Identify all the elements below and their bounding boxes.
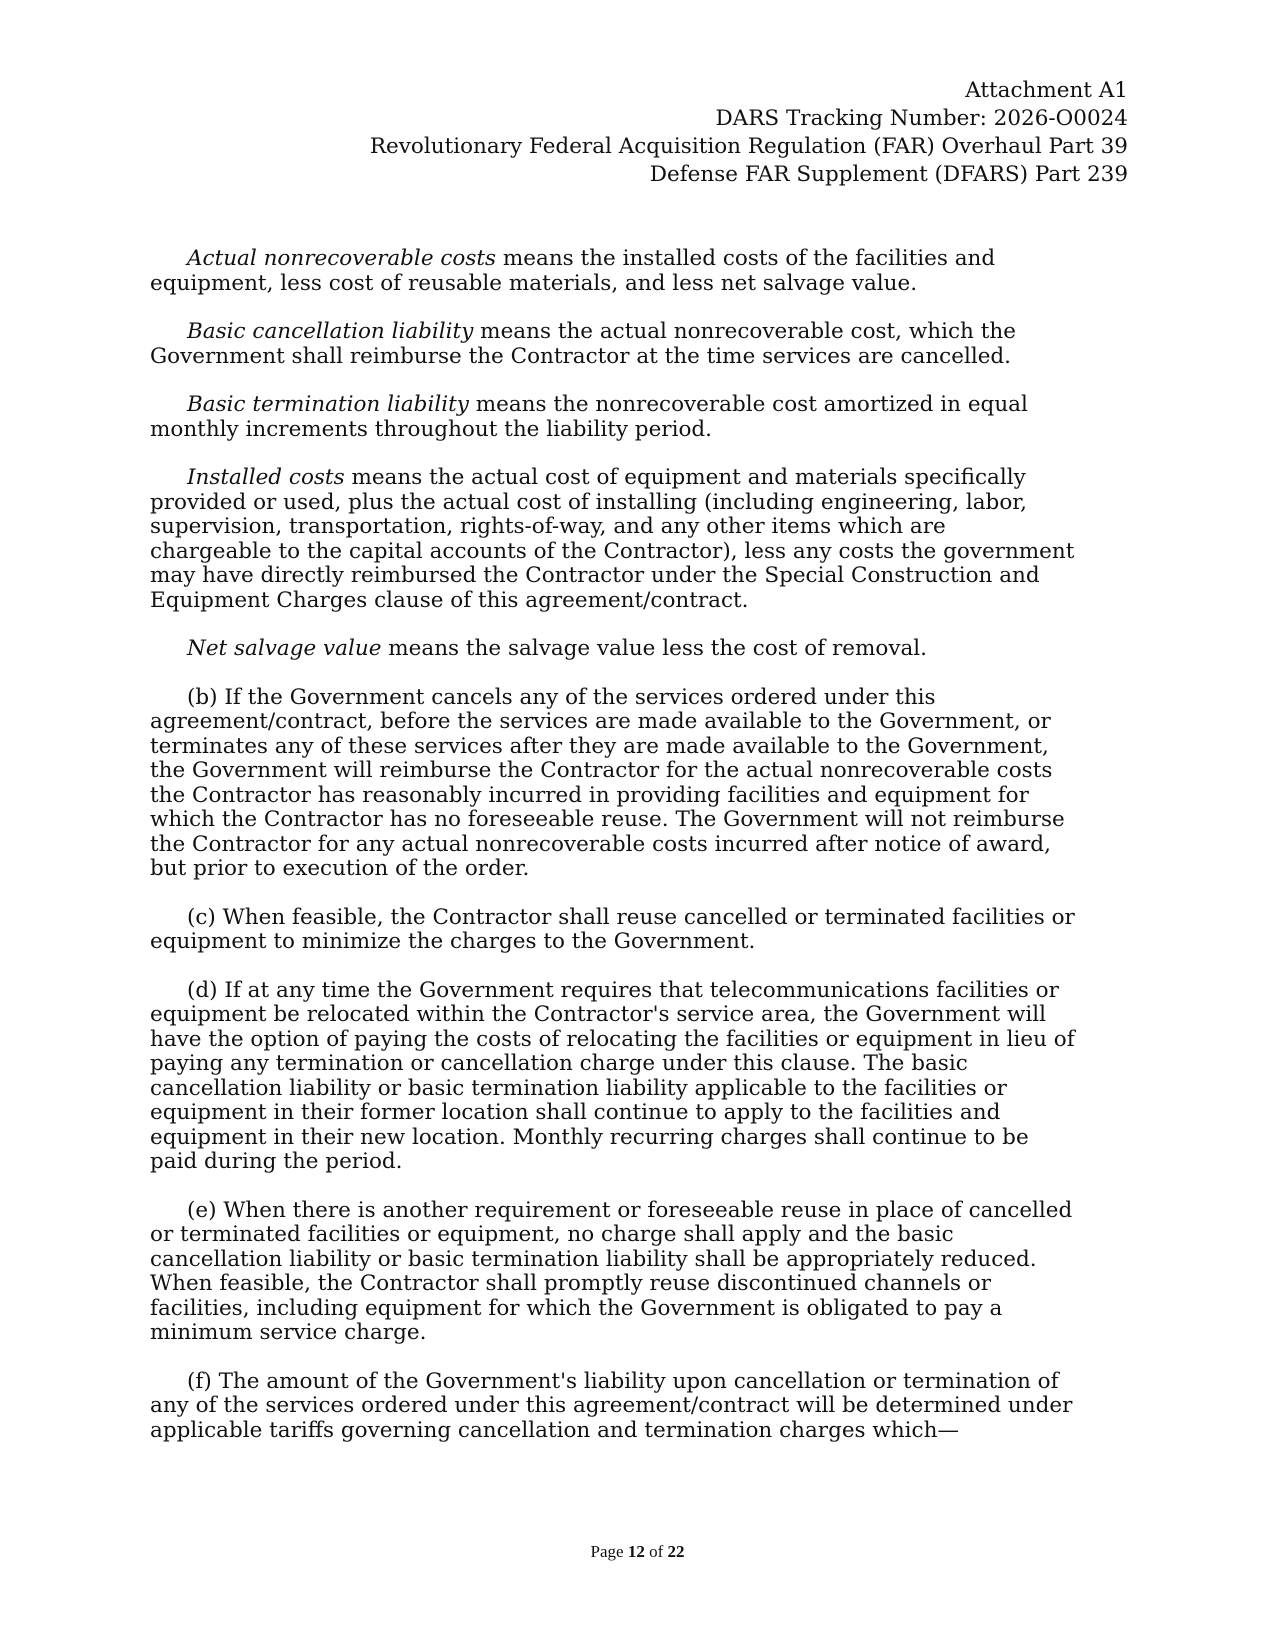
document-body — [150, 247, 1130, 1467]
current-page-number: 12 — [627, 1542, 645, 1561]
definition-text: means the salvage value less the cost of removal. — [381, 636, 927, 661]
total-page-count: 22 — [667, 1542, 685, 1561]
definition-text: means the actual cost of equipment and materials specifically provided or used, plus the actual cost of installing (including engineering, labor, supervision, transportation, rights-of-way, and any other items which are chargeable to the capital accounts of the Contractor), less any costs the government may have directly reimbursed the Contractor under the Special Construction and Equipment Charges clause of this agreement/contract. — [150, 465, 1075, 613]
defined-term: Basic cancellation liability — [187, 319, 474, 344]
definition-text: means the actual nonrecoverable cost, which the Government shall reimburse the Contractor at the time services are cancelled. — [150, 319, 1016, 369]
definition-basic-cancellation-liability — [150, 320, 1130, 369]
paragraph-text: (c) When feasible, the Contractor shall reuse cancelled or terminated facilities or equipment to minimize the charges to the Government. — [150, 904, 1075, 954]
paragraph-text: (e) When there is another requirement or foreseeable reuse in place of cancelled or terminated facilities or equipment, no charge shall apply and the basic cancellation liability or basic termination liability shall be appropriately reduced. When feasible, the Contractor shall promptly reuse discontinued channels or facilities, including equipment for which the Government is obligated to pay a minimum service charge. — [150, 1197, 1073, 1345]
paragraph-text: (b) If the Government cancels any of the services ordered under this agreement/contract, before the services are made available to the Government, or terminates any of these services after they are made available to the Government, the Government will reimburse the Contractor for the actual nonrecoverable costs the Contractor has reasonably incurred in providing facilities and equipment for which the Contractor has no foreseeable reuse. The Government will not reimburse the Contractor for any actual nonrecoverable costs incurred after notice of award, but prior to execution of the order. — [150, 684, 1065, 881]
paragraph-text: (f) The amount of the Government's liability upon cancellation or termination of any of the services ordered under this agreement/contract will be determined under applicable tariffs governing cancellation and termination charges which— — [150, 1368, 1073, 1443]
defined-term: Installed costs — [187, 465, 345, 490]
paragraph-d — [150, 979, 1130, 1175]
page-footer — [0, 1542, 1275, 1562]
paragraph-b — [150, 686, 1130, 882]
definition-text: means the installed costs of the facilities and equipment, less cost of reusable materials, and less net salvage value. — [150, 246, 996, 296]
definition-net-salvage-value — [150, 637, 1130, 662]
paragraph-c — [150, 906, 1130, 955]
header-attachment: Attachment A1 — [965, 78, 1128, 103]
header-tracking-number: DARS Tracking Number: 2026-O0024 — [715, 106, 1128, 131]
paragraph-e — [150, 1199, 1130, 1346]
definition-actual-nonrecoverable-costs — [150, 247, 1130, 296]
header-dfars-part: Defense FAR Supplement (DFARS) Part 239 — [649, 162, 1128, 187]
definition-basic-termination-liability — [150, 393, 1130, 442]
document-header — [370, 77, 1128, 189]
defined-term: Basic termination liability — [187, 392, 469, 417]
defined-term: Net salvage value — [187, 636, 382, 661]
definition-installed-costs — [150, 466, 1130, 613]
header-far-part: Revolutionary Federal Acquisition Regulation (FAR) Overhaul Part 39 — [369, 134, 1128, 159]
defined-term: Actual nonrecoverable costs — [187, 246, 497, 271]
paragraph-f — [150, 1370, 1130, 1444]
definition-text: means the nonrecoverable cost amortized in equal monthly increments throughout the liability period. — [150, 392, 1028, 442]
page-of-label: of — [644, 1542, 668, 1561]
page-label: Page — [590, 1542, 628, 1561]
paragraph-text: (d) If at any time the Government requires that telecommunications facilities or equipment be relocated within the Contractor's service area, the Government will have the option of paying the costs of relocating the facilities or equipment in lieu of paying any termination or cancellation charge under this clause. The basic cancellation liability or basic termination liability applicable to the facilities or equipment in their former location shall continue to apply to the facilities and equipment in their new location. Monthly recurring charges shall continue to be paid during the period. — [150, 977, 1075, 1174]
